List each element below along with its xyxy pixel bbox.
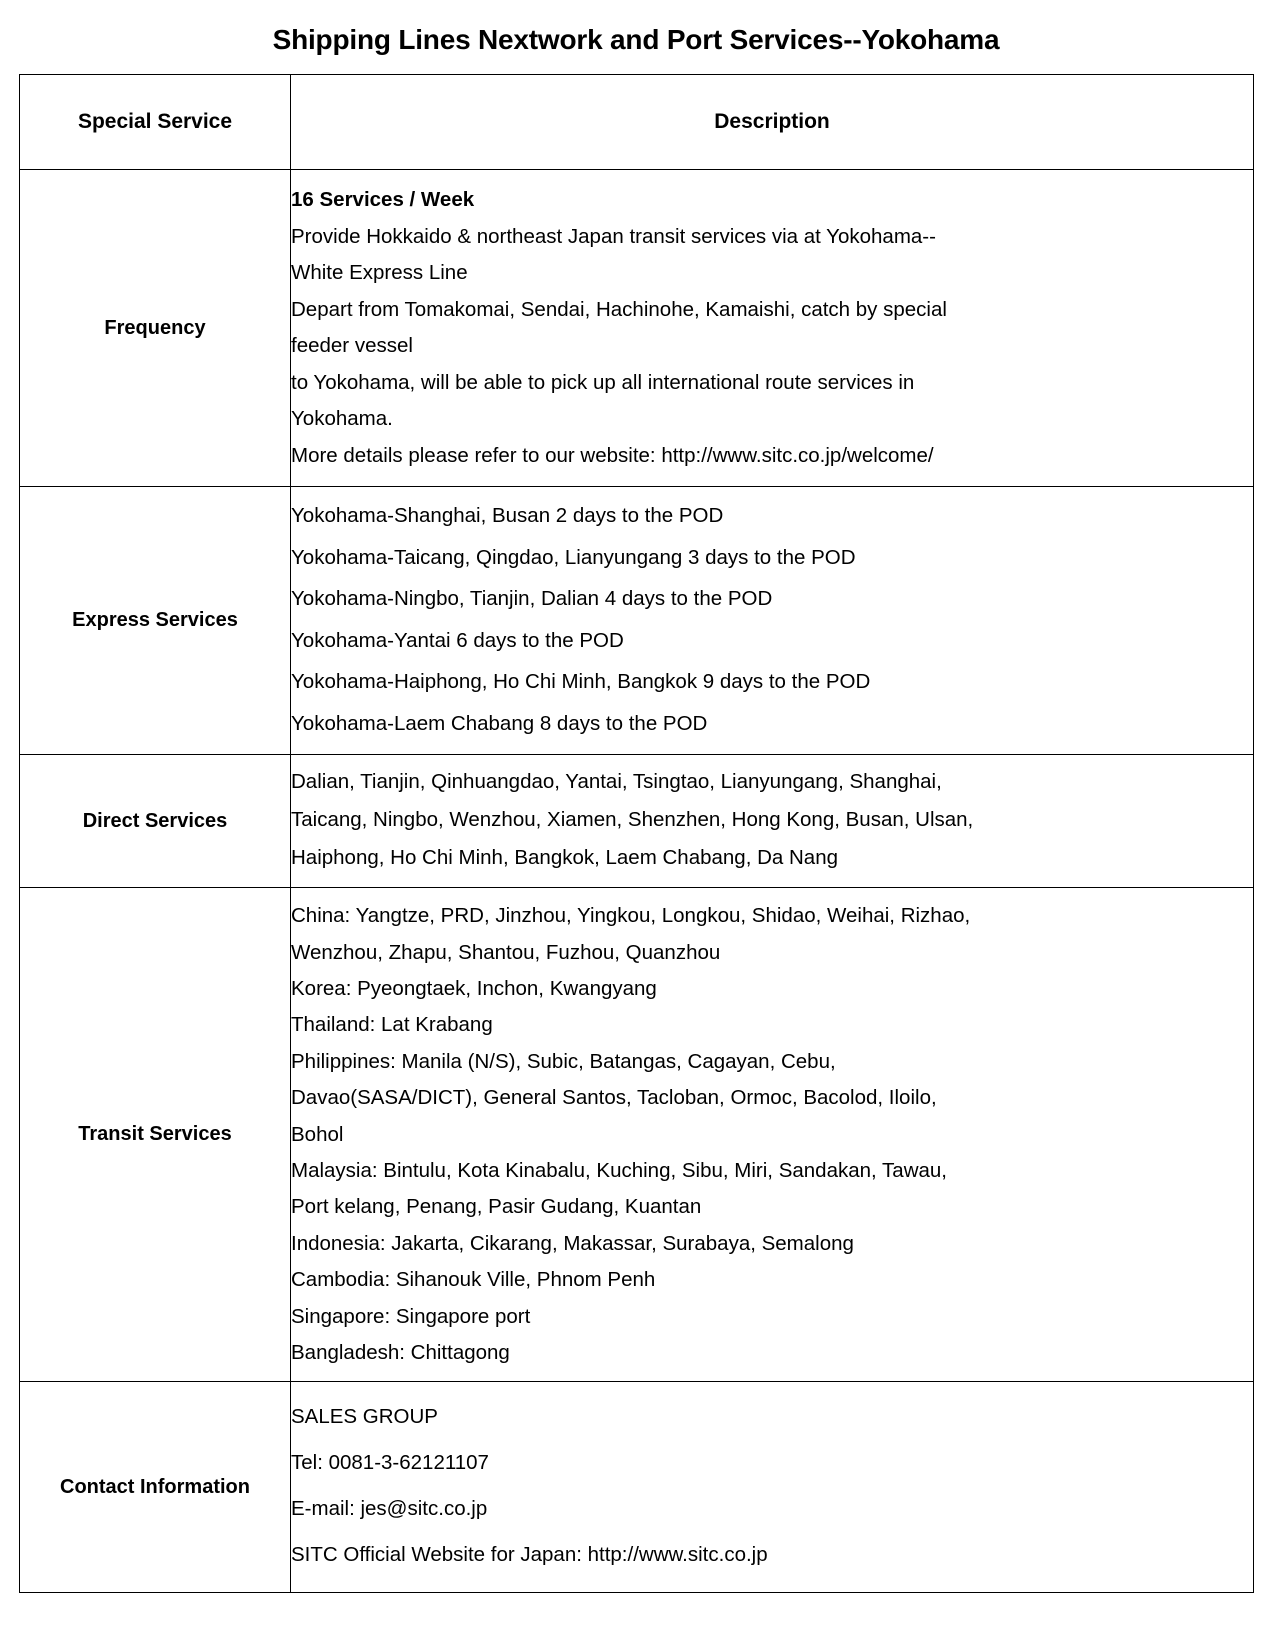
row-description-direct-services bbox=[291, 755, 1254, 888]
text-line: China: Yangtze, PRD, Jinzhou, Yingkou, Longkou, Shidao, Weihai, Rizhao, bbox=[291, 904, 971, 928]
row-label-transit-services: Transit Services bbox=[20, 888, 291, 1382]
text-line: More details please refer to our website: http://www.sitc.co.jp/welcome/ bbox=[291, 443, 934, 467]
row-description-frequency bbox=[291, 170, 1254, 487]
text-line: Port kelang, Penang, Pasir Gudang, Kuantan bbox=[291, 1195, 702, 1219]
row-label-express-services: Express Services bbox=[20, 487, 291, 755]
text-line: Korea: Pyeongtaek, Inchon, Kwangyang bbox=[291, 977, 657, 1000]
text-line: Bohol bbox=[291, 1122, 344, 1146]
text-line: Bangladesh: Chittagong bbox=[291, 1341, 510, 1365]
row-description-express-services bbox=[291, 487, 1254, 755]
text-line: Yokohama. bbox=[291, 407, 393, 431]
text-line: Singapore: Singapore port bbox=[291, 1304, 531, 1328]
table-row bbox=[20, 487, 1254, 755]
text-line: Depart from Tomakomai, Sendai, Hachinohe, Kamaishi, catch by special bbox=[291, 297, 947, 321]
text-line: Wenzhou, Zhapu, Shantou, Fuzhou, Quanzhou bbox=[291, 940, 721, 964]
text-line: Yokohama-Ningbo, Tianjin, Dalian 4 days to the POD bbox=[291, 587, 773, 611]
table-row bbox=[20, 755, 1254, 888]
shipping-services-table bbox=[19, 74, 1254, 1593]
text-line: Yokohama-Laem Chabang 8 days to the POD bbox=[291, 711, 708, 735]
text-line: Indonesia: Jakarta, Cikarang, Makassar, Surabaya, Semalong bbox=[291, 1231, 854, 1255]
page-title: Shipping Lines Nextwork and Port Services--Yokohama bbox=[272, 24, 1000, 55]
row-label-direct-services: Direct Services bbox=[20, 755, 291, 888]
text-line: Thailand: Lat Krabang bbox=[291, 1013, 493, 1037]
text-line: Yokohama-Shanghai, Busan 2 days to the POD bbox=[291, 504, 724, 528]
text-line: SITC Official Website for Japan: http://www.sitc.co.jp bbox=[291, 1543, 768, 1567]
text-line: Provide Hokkaido & northeast Japan transit services via at Yokohama-- bbox=[291, 224, 936, 248]
text-line: 16 Services / Week bbox=[291, 188, 475, 212]
text-line: Yokohama-Taicang, Qingdao, Lianyungang 3 days to the POD bbox=[291, 545, 856, 569]
table-row bbox=[20, 1382, 1254, 1593]
text-line: Malaysia: Bintulu, Kota Kinabalu, Kuching, Sibu, Miri, Sandakan, Tawau, bbox=[291, 1159, 947, 1183]
text-line: Davao(SASA/DICT), General Santos, Tacloban, Ormoc, Bacolod, Iloilo, bbox=[291, 1086, 937, 1110]
text-line: Taicang, Ningbo, Wenzhou, Xiamen, Shenzhen, Hong Kong, Busan, Ulsan, bbox=[291, 808, 974, 832]
table-row bbox=[20, 170, 1254, 487]
column-header-description: Description bbox=[291, 75, 1254, 170]
table-header-row bbox=[20, 75, 1254, 170]
row-description-contact-information bbox=[291, 1382, 1254, 1593]
text-line: White Express Line bbox=[291, 261, 468, 285]
column-header-special-service: Special Service bbox=[20, 75, 291, 170]
text-line: Yokohama-Haiphong, Ho Chi Minh, Bangkok 9 days to the POD bbox=[291, 670, 871, 694]
row-label-frequency: Frequency bbox=[20, 170, 291, 487]
text-line: Cambodia: Sihanouk Ville, Phnom Penh bbox=[291, 1268, 656, 1292]
table-row bbox=[20, 888, 1254, 1382]
text-line: Haiphong, Ho Chi Minh, Bangkok, Laem Chabang, Da Nang bbox=[291, 846, 838, 870]
text-line: Yokohama-Yantai 6 days to the POD bbox=[291, 628, 624, 652]
row-label-contact-information: Contact Information bbox=[20, 1382, 291, 1593]
text-line: to Yokohama, will be able to pick up all international route services in bbox=[291, 370, 915, 394]
text-line: Philippines: Manila (N/S), Subic, Batangas, Cagayan, Cebu, bbox=[291, 1049, 836, 1073]
text-line: feeder vessel bbox=[291, 334, 413, 358]
text-line: Tel: 0081-3-62121107 bbox=[291, 1451, 489, 1475]
text-line: SALES GROUP bbox=[291, 1405, 438, 1429]
text-line: Dalian, Tianjin, Qinhuangdao, Yantai, Tsingtao, Lianyungang, Shanghai, bbox=[291, 770, 942, 794]
row-description-transit-services bbox=[291, 888, 1254, 1382]
text-line: E-mail: jes@sitc.co.jp bbox=[291, 1497, 488, 1521]
